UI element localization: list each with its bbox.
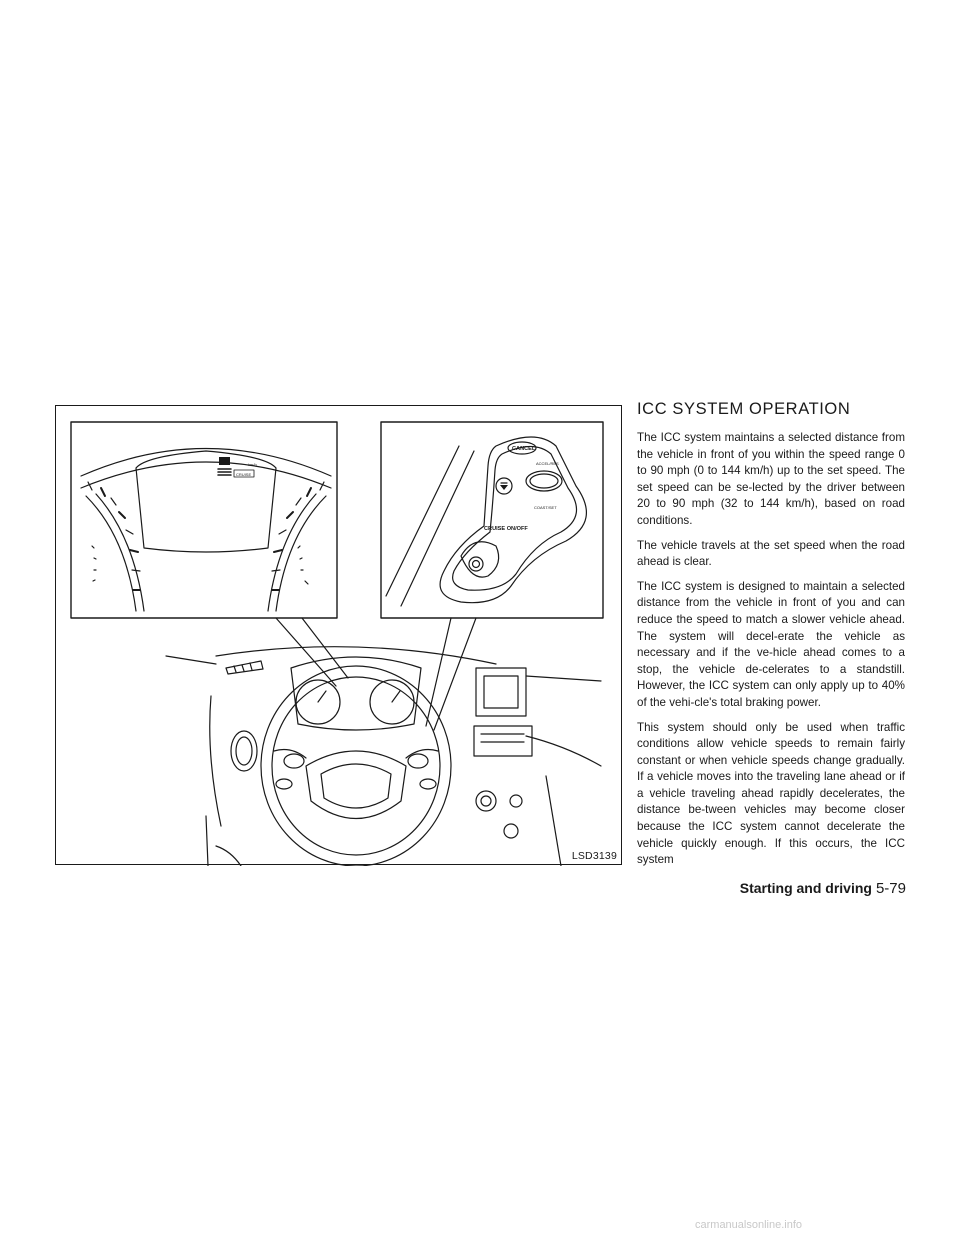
watermark: carmanualsonline.info bbox=[695, 1219, 803, 1231]
accel-res-label: ACCEL/RES bbox=[536, 461, 559, 466]
cruise-indicator-label: CRUISE bbox=[236, 472, 252, 477]
cruise-on-off-label: CRUISE ON/OFF bbox=[484, 526, 528, 532]
svg-text:km/h: km/h bbox=[248, 462, 257, 467]
cancel-label: CANCEL bbox=[512, 446, 536, 452]
page-number: 5-79 bbox=[875, 880, 906, 897]
distance-icon bbox=[500, 485, 508, 490]
page-footer bbox=[720, 880, 906, 898]
section-title: ICC SYSTEM OPERATION bbox=[637, 400, 851, 418]
switch-inset bbox=[381, 422, 603, 618]
paragraph-3: The ICC system is designed to maintain a selected distance from the vehicle in front of you and can reduce the speed to match a slower vehicle ahead. The system will decel-erate the vehicle as necessary and if the ve-hicle ahead comes to a stop, the vehicle de-celerates to a standstill. However, the ICC system can only apply up to 40% of the vehi-cle's total braking power. bbox=[637, 579, 905, 709]
figure-code: LSD3139 bbox=[571, 850, 617, 862]
illustration-figure bbox=[55, 405, 622, 865]
paragraph-4: This system should only be used when traffic conditions allow vehicle speeds to remain fairly constant or when vehicle speeds change gradually. If a vehicle moves into the traveling lane ahead or if a vehicle traveling ahead rapidly decelerates, the distance be-tween vehicles may become closer because the ICC system cannot decelerate the vehicle quickly enough. If this occurs, the ICC system bbox=[637, 720, 905, 867]
paragraph-1: The ICC system maintains a selected distance from the vehicle in front of you within the speed range 0 to 90 mph (0 to 144 km/h) up to the set speed. The set speed can be se-lected by the driver between 20 to 90 mph (32 to 144 km/h), based on road conditions. bbox=[637, 431, 905, 527]
dashboard-drawing bbox=[166, 618, 601, 866]
paragraph-2: The vehicle travels at the set speed when the road ahead is clear. bbox=[637, 538, 905, 569]
vehicle-ahead-icon bbox=[219, 457, 230, 465]
steering-wheel-illustration bbox=[56, 406, 623, 866]
footer-section-name: Starting and driving bbox=[739, 880, 872, 896]
body-text bbox=[637, 430, 905, 877]
coast-set-label: COAST/SET bbox=[534, 505, 557, 510]
cluster-inset bbox=[71, 422, 337, 618]
